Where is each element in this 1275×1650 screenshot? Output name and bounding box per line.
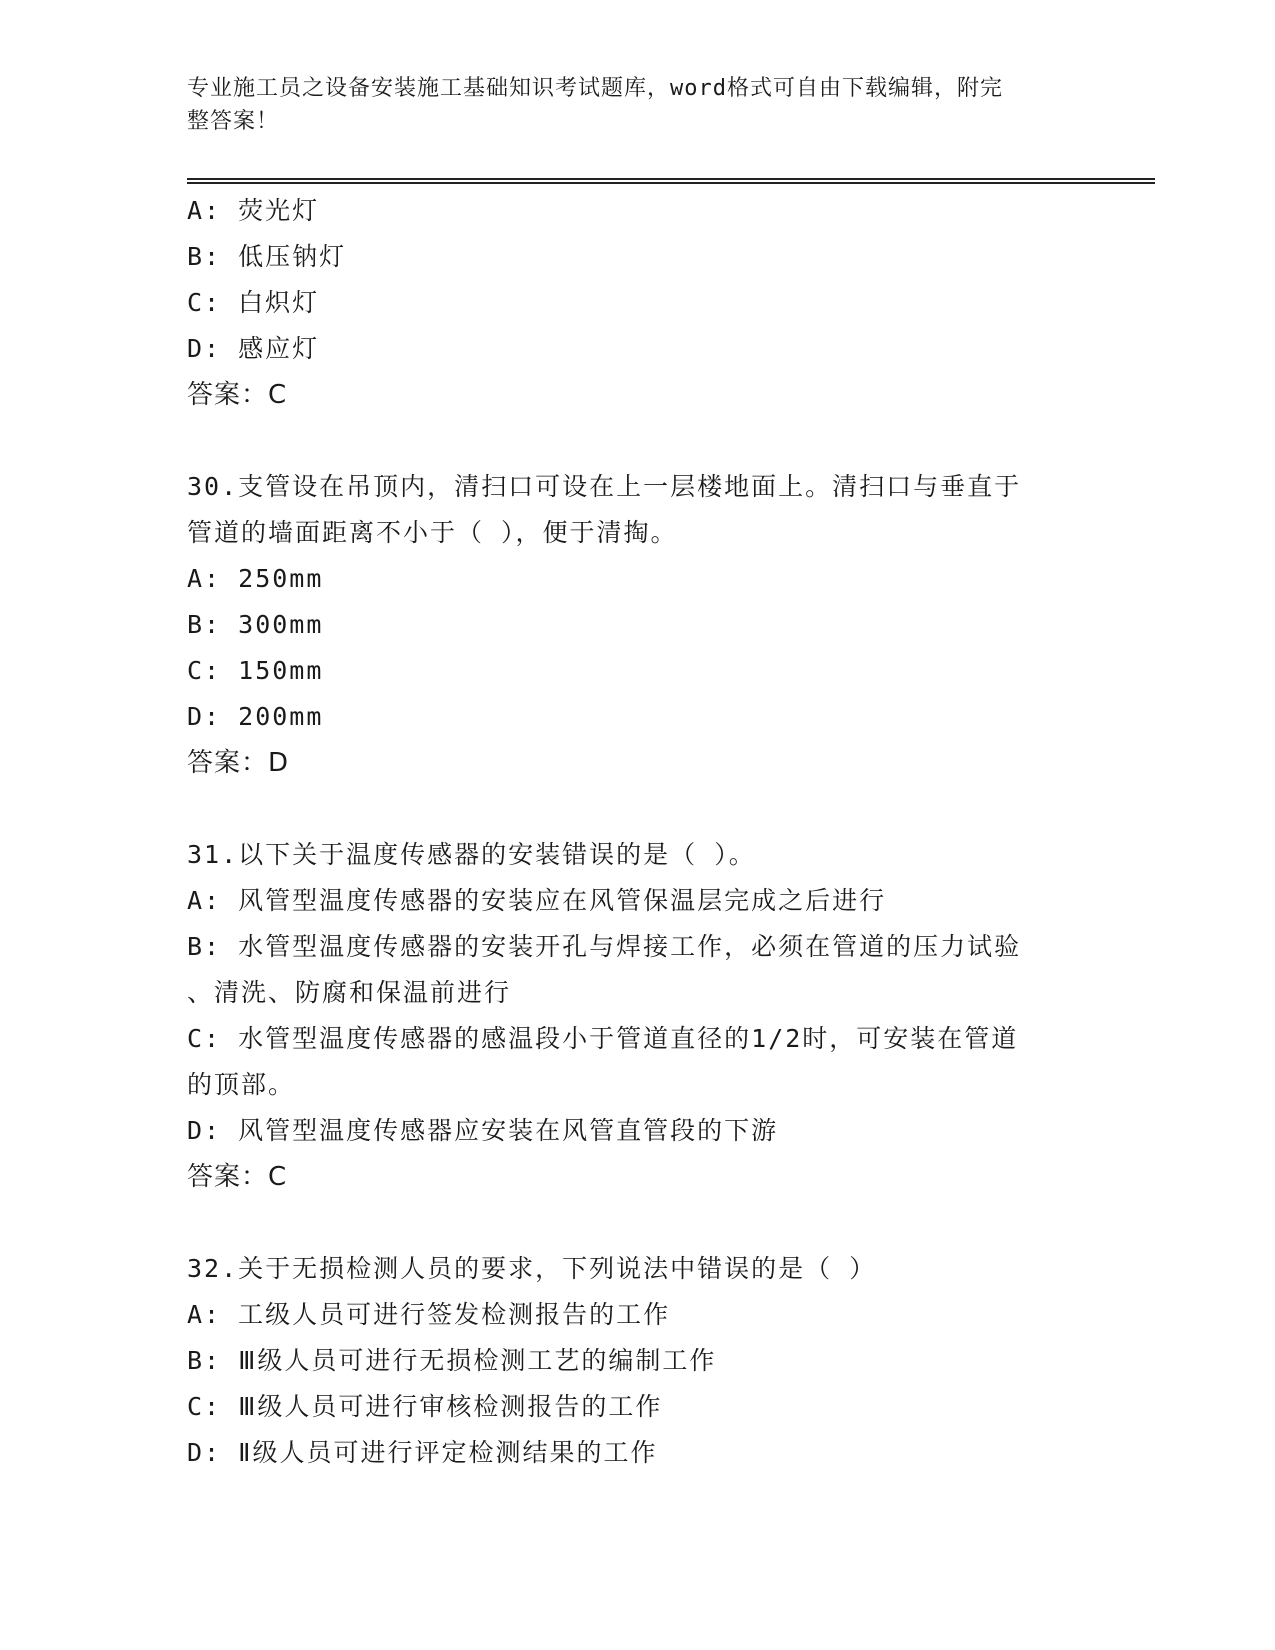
question-31 <box>187 832 1087 1200</box>
option-d: D: 风管型温度传感器应安装在风管直管段的下游 <box>187 1116 779 1145</box>
question-stem: 30.支管设在吊顶内，清扫口可设在上一层楼地面上。清扫口与垂直于 <box>187 472 1022 501</box>
spacer <box>187 786 1087 832</box>
question-29 <box>187 188 1087 418</box>
question-30 <box>187 464 1087 786</box>
option-a: A: 250mm <box>187 564 324 593</box>
option-c: C: 150mm <box>187 656 324 685</box>
question-stem-continued: 管道的墙面距离不小于（ ），便于清掏。 <box>187 518 678 547</box>
option-c: C: 白炽灯 <box>187 288 320 317</box>
question-32 <box>187 1246 1087 1476</box>
option-b: B: Ⅲ级人员可进行无损检测工艺的编制工作 <box>187 1346 717 1375</box>
header-line-2: 整答案！ <box>187 109 280 134</box>
option-b-continued: 、清洗、防腐和保温前进行 <box>187 978 512 1007</box>
option-c: C: 水管型温度传感器的感温段小于管道直径的1/2时，可安装在管道 <box>187 1024 1019 1053</box>
spacer <box>187 418 1087 464</box>
question-list <box>187 188 1087 1476</box>
header-line-1: 专业施工员之设备安装施工基础知识考试题库，word格式可自由下载编辑，附完 <box>187 76 1003 101</box>
option-d: D: 感应灯 <box>187 334 320 363</box>
option-a: A: 风管型温度传感器的安装应在风管保温层完成之后进行 <box>187 886 887 915</box>
option-d: D: 200mm <box>187 702 324 731</box>
option-d: D: Ⅱ级人员可进行评定检测结果的工作 <box>187 1438 658 1467</box>
header-double-rule <box>187 178 1155 184</box>
option-c: C: Ⅲ级人员可进行审核检测报告的工作 <box>187 1392 663 1421</box>
answer-line: 答案：C <box>187 1162 288 1192</box>
option-b: B: 300mm <box>187 610 324 639</box>
option-a: A: 荧光灯 <box>187 196 320 225</box>
spacer <box>187 1200 1087 1246</box>
option-b: B: 低压钠灯 <box>187 242 347 271</box>
answer-line: 答案：C <box>187 380 288 410</box>
option-a: A: 工级人员可进行签发检测报告的工作 <box>187 1300 671 1329</box>
option-b: B: 水管型温度传感器的安装开孔与焊接工作，必须在管道的压力试验 <box>187 932 1022 961</box>
question-stem: 32.关于无损检测人员的要求，下列说法中错误的是（ ） <box>187 1254 877 1283</box>
answer-line: 答案：D <box>187 748 290 778</box>
question-stem: 31.以下关于温度传感器的安装错误的是（ ）。 <box>187 840 756 869</box>
document-header <box>187 72 1067 138</box>
option-c-continued: 的顶部。 <box>187 1070 296 1099</box>
